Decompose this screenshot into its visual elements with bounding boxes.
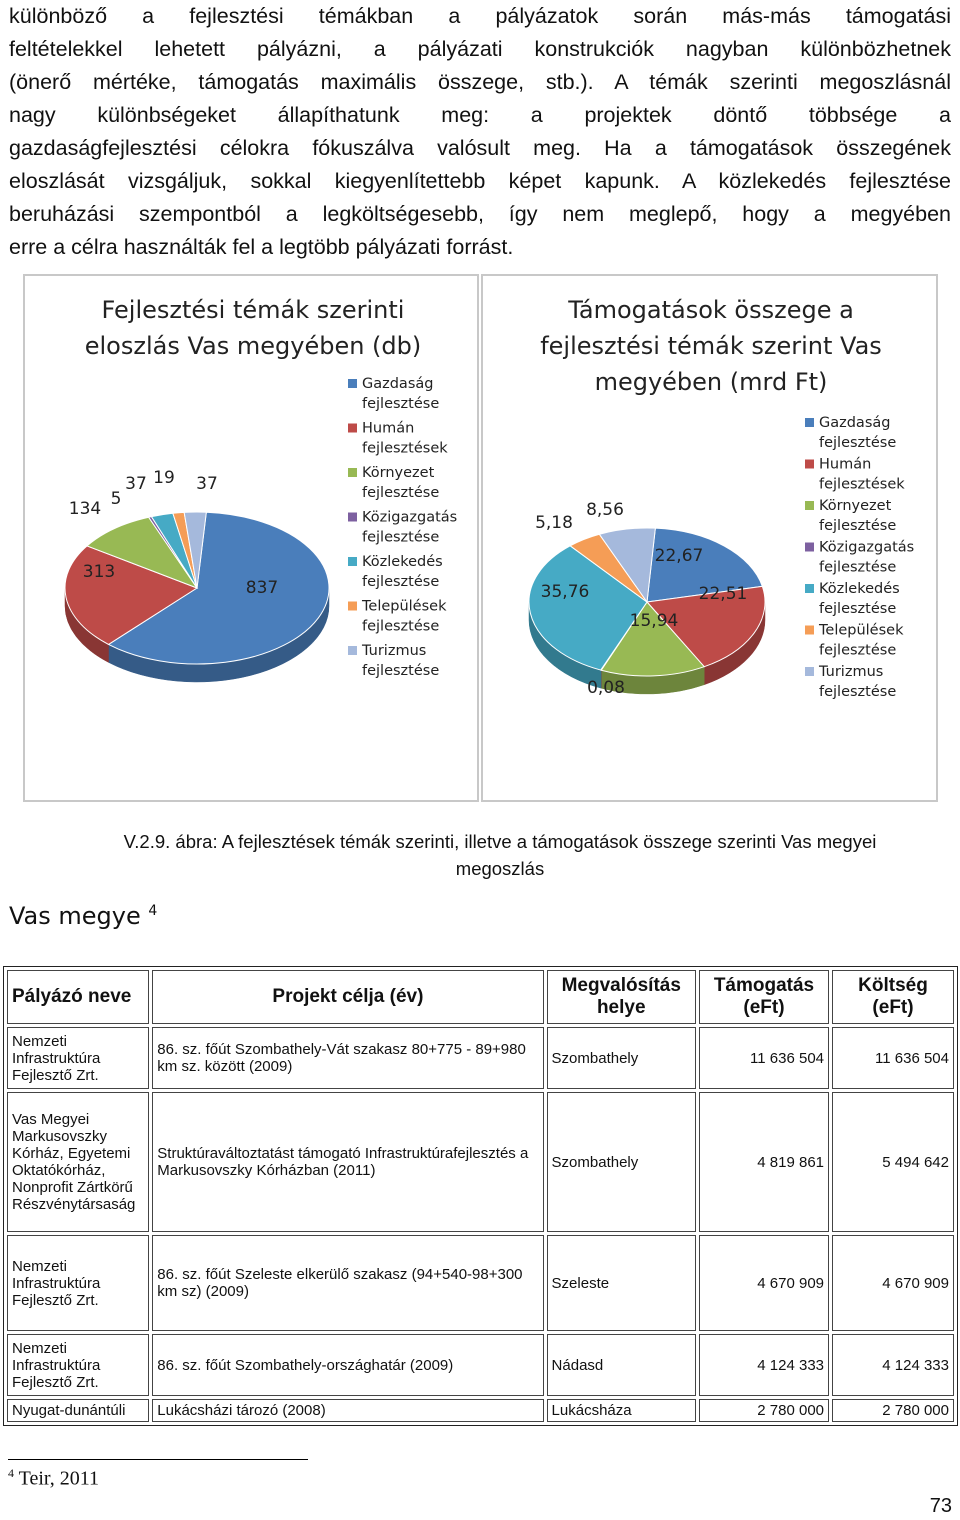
cell-support: 11 636 504 <box>699 1027 829 1089</box>
legend-swatch <box>348 468 357 477</box>
cell-applicant: Nemzeti Infrastruktúra Fejlesztő Zrt. <box>7 1027 149 1089</box>
legend-label: fejlesztése <box>819 601 897 617</box>
cell-support: 4 670 909 <box>699 1235 829 1331</box>
caption-line: megoszlás <box>455 858 545 879</box>
chart-count-svg <box>25 276 481 804</box>
intro-line: beruházási szempontból a legköltségesebb, így nem meglepő, hogy a megyében <box>9 202 951 226</box>
table-row <box>7 1027 954 1089</box>
cell-cost: 4 670 909 <box>832 1235 954 1331</box>
cell-project: Lukácsházi tározó (2008) <box>152 1399 543 1422</box>
legend-label: Gazdaság <box>362 376 434 392</box>
data-label: 22,51 <box>698 584 748 604</box>
legend-label: Turizmus <box>819 664 884 680</box>
legend-label: fejlesztése <box>819 684 897 700</box>
data-label: 37 <box>196 474 218 494</box>
chart-count-by-topic <box>23 274 479 802</box>
cell-support: 4 819 861 <box>699 1092 829 1232</box>
data-label: 22,67 <box>654 546 704 566</box>
legend-swatch <box>805 626 814 635</box>
legend-label: fejlesztése <box>819 642 897 659</box>
legend-label: fejlesztése <box>362 663 440 679</box>
cell-applicant: Nemzeti Infrastruktúra Fejlesztő Zrt. <box>7 1334 149 1396</box>
footnote-number: 4 <box>8 1466 14 1480</box>
intro-line: gazdaságfejlesztési célokra fókuszálva valósult meg. Ha a támogatások összegének <box>9 136 951 160</box>
intro-line: feltételekkel lehetett pályázni, a pályázati konstrukciók nagyban különbözhetnek <box>9 37 951 61</box>
table-row <box>7 1334 954 1396</box>
legend-swatch <box>805 460 814 469</box>
footnote <box>8 1466 99 1491</box>
legend-label: fejlesztése <box>362 485 440 501</box>
cell-support: 4 124 333 <box>699 1334 829 1396</box>
chart-title-line: megyében (mrd Ft) <box>594 368 828 396</box>
cell-location: Szombathely <box>547 1092 696 1232</box>
legend-label: fejlesztése <box>819 435 897 451</box>
cell-cost: 5 494 642 <box>832 1092 954 1232</box>
table-row <box>7 1399 954 1422</box>
cell-location: Szeleste <box>547 1235 696 1331</box>
footnote-reference: 4 <box>148 903 158 919</box>
footnote-text: Teir, 2011 <box>18 1467 100 1490</box>
legend-label: fejlesztések <box>362 440 448 457</box>
section-title <box>9 902 157 930</box>
legend-label: fejlesztése <box>362 529 440 546</box>
legend-swatch <box>348 557 357 566</box>
legend-label: fejlesztése <box>362 618 440 635</box>
figure-caption <box>60 828 940 882</box>
legend-label: Környezet <box>362 465 435 481</box>
table-header-row <box>7 970 954 1024</box>
data-label: 837 <box>245 578 279 598</box>
legend-swatch <box>805 543 814 552</box>
legend-label: Turizmus <box>362 643 427 659</box>
data-label: 313 <box>82 562 116 582</box>
legend-swatch <box>348 513 357 522</box>
projects-table <box>3 966 958 1426</box>
cell-support: 2 780 000 <box>699 1399 829 1422</box>
page-number: 73 <box>929 1495 952 1517</box>
chart-support-by-topic <box>481 274 938 802</box>
legend-label: Humán <box>362 420 415 437</box>
legend-label: Környezet <box>819 498 892 514</box>
cell-project: 86. sz. főút Szombathely-Vát szakasz 80+775 - 89+980 km sz. között (2009) <box>152 1027 543 1089</box>
legend-swatch <box>805 418 814 427</box>
cell-applicant: Vas Megyei Markusovszky Kórház, Egyetemi Oktatókórház, Nonprofit Zártkörű Részvénytársaság <box>7 1092 149 1232</box>
data-label: 35,76 <box>540 582 590 602</box>
legend-label: Humán <box>819 456 872 473</box>
data-label: 19 <box>153 468 175 488</box>
footnote-separator <box>8 1459 308 1460</box>
legend-label: Települések <box>819 622 904 639</box>
data-label: 134 <box>68 499 102 519</box>
data-label: 5,18 <box>535 513 573 533</box>
legend-swatch <box>348 379 357 388</box>
cell-cost: 4 124 333 <box>832 1334 954 1396</box>
section-title-text: Vas megye <box>9 902 141 930</box>
table-row <box>7 1092 954 1232</box>
chart-title-line: Fejlesztési témák szerinti <box>101 296 405 324</box>
intro-line: nagy különbségeket állapíthatunk meg: a projektek döntő többsége a <box>9 103 951 127</box>
intro-line: különböző a fejlesztési témákban a pályázatok során más-más támogatási <box>9 4 951 28</box>
data-label: 37 <box>125 474 147 494</box>
legend-label: Közlekedés <box>819 581 900 597</box>
intro-paragraph <box>9 0 951 264</box>
cell-cost: 11 636 504 <box>832 1027 954 1089</box>
cell-location: Nádasd <box>547 1334 696 1396</box>
caption-line: V.2.9. ábra: A fejlesztések témák szerinti, illetve a támogatások összege szerinti Vas megyei <box>123 831 877 852</box>
legend-label: Közigazgatás <box>819 539 915 556</box>
intro-line: erre a célra használták fel a legtöbb pályázati forrást. <box>9 235 514 259</box>
legend-label: Települések <box>362 598 447 615</box>
header-applicant: Pályázó neve <box>7 970 149 1024</box>
legend-label: fejlesztése <box>819 518 897 534</box>
cell-applicant: Nyugat-dunántúli <box>7 1399 149 1422</box>
cell-cost: 2 780 000 <box>832 1399 954 1422</box>
legend-label: Gazdaság <box>819 415 891 431</box>
legend-label: fejlesztése <box>362 396 440 412</box>
cell-location: Szombathely <box>547 1027 696 1089</box>
legend-swatch <box>805 667 814 676</box>
header-support: Támogatás (eFt) <box>699 970 829 1024</box>
data-label: 5 <box>110 489 122 509</box>
header-cost: Költség (eFt) <box>832 970 954 1024</box>
cell-applicant: Nemzeti Infrastruktúra Fejlesztő Zrt. <box>7 1235 149 1331</box>
legend-label: Közigazgatás <box>362 509 458 526</box>
chart-support-svg <box>483 276 940 804</box>
legend-swatch <box>348 424 357 433</box>
header-project: Projekt célja (év) <box>152 970 543 1024</box>
legend-label: fejlesztése <box>362 574 440 590</box>
data-label: 0,08 <box>587 678 625 698</box>
legend-swatch <box>805 584 814 593</box>
legend-label: fejlesztése <box>819 559 897 576</box>
intro-line: (önerő mértéke, támogatás maximális összege, stb.). A témák szerinti megoszlásnál <box>9 70 951 94</box>
intro-line: eloszlását vizsgáljuk, sokkal kiegyenlítettebb képet kapunk. A közlekedés fejlesztése <box>9 169 951 193</box>
legend-label: fejlesztések <box>819 476 905 493</box>
legend-label: Közlekedés <box>362 554 443 570</box>
cell-project: 86. sz. főút Szeleste elkerülő szakasz (94+540-98+300 km sz) (2009) <box>152 1235 543 1331</box>
chart-title-line: Támogatások összege a <box>568 296 854 324</box>
legend-swatch <box>805 501 814 510</box>
header-location: Megvalósítás helye <box>547 970 696 1024</box>
cell-project: 86. sz. főút Szombathely-országhatár (2009) <box>152 1334 543 1396</box>
cell-project: Struktúraváltoztatást támogató Infrastruktúrafejlesztés a Markusovszky Kórházban (2011) <box>152 1092 543 1232</box>
data-label: 15,94 <box>629 611 679 631</box>
chart-title-line: fejlesztési témák szerint Vas <box>540 332 882 360</box>
data-label: 8,56 <box>586 500 624 520</box>
chart-title-line: eloszlás Vas megyében (db) <box>84 332 422 360</box>
legend-swatch <box>348 602 357 611</box>
legend-swatch <box>348 646 357 655</box>
cell-location: Lukácsháza <box>547 1399 696 1422</box>
table-row <box>7 1235 954 1331</box>
